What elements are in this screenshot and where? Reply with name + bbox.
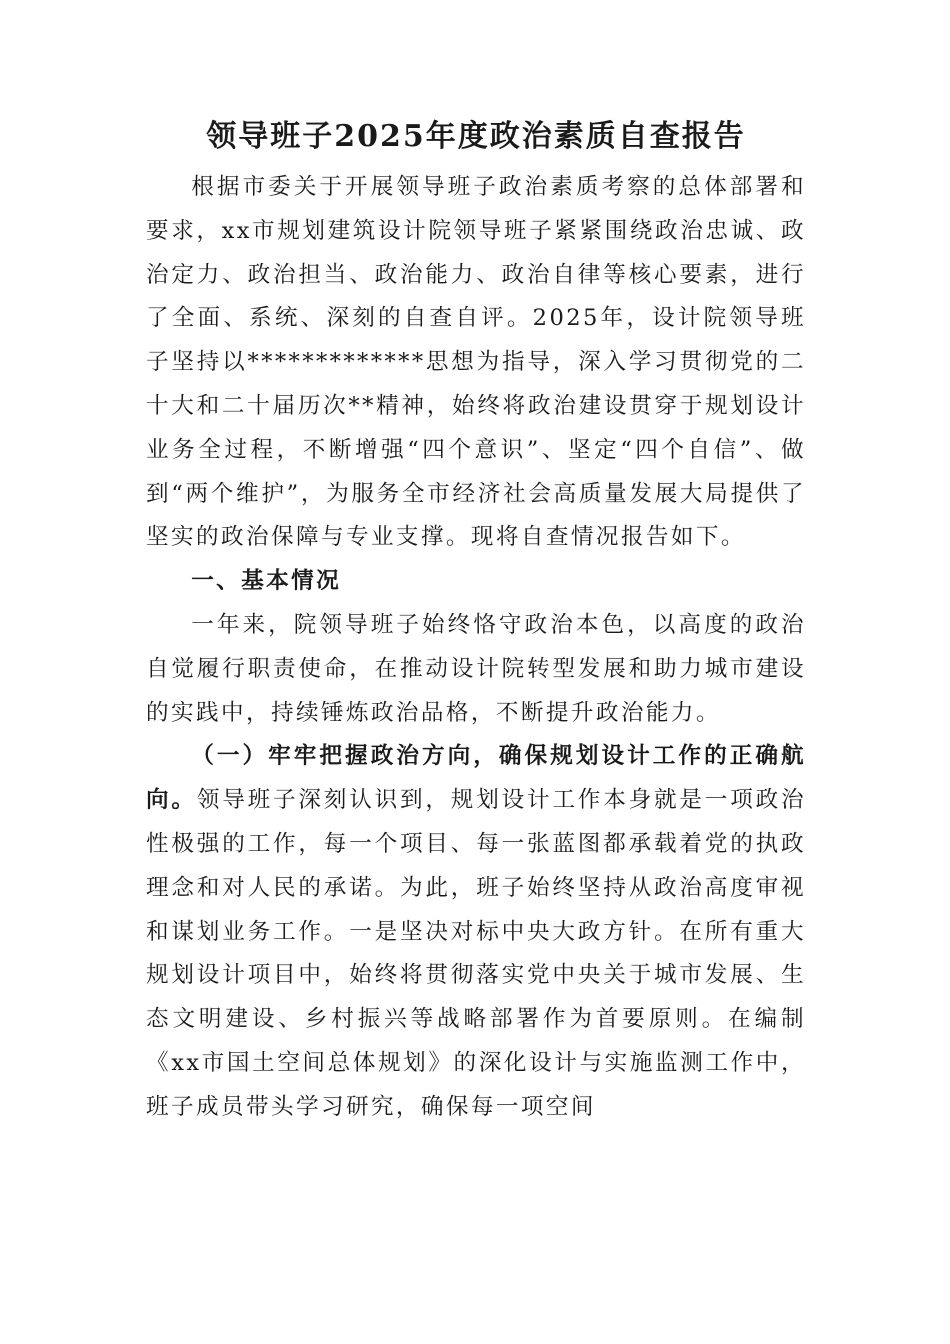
intro-paragraph: 根据市委关于开展领导班子政治素质考察的总体部署和要求，xx市规划建筑设计院领导班子紧紧围绕政治忠诚、政治定力、政治担当、政治能力、政治自律等核心要素，进行了全面、系统、深刻的自查自评。2025年，设计院领导班子坚持以*************思想为指导，深入学习贯彻党的二十大和二十届历次**精神，始终将政治建设贯穿于规划设计业务全过程，不断增强“四个意识”、坚定“四个自信”、做到“两个维护”，为服务全市经济社会高质量发展大局提供了坚实的政治保障与专业支撑。现将自查情况报告如下。 — [146, 174, 806, 551]
subsection-paragraph — [146, 735, 806, 1129]
document-title: 领导班子2025年度政治素质自查报告 — [206, 119, 746, 154]
subsection-body: 领导班子深刻认识到，规划设计工作本身就是一项政治性极强的工作，每一个项目、每一张蓝图都承载着党的执政理念和对人民的承诺。为此，班子始终坚持从政治高度审视和谋划业务工作。一是坚决对标中央大政方针。在所有重大规划设计项目中，始终将贯彻落实党中央关于城市发展、生态文明建设、乡村振兴等战略部署作为首要原则。在编制《xx市国土空间总体规划》的深化设计与实施监测工作中，班子成员带头学习研究，确保每一项空间 — [146, 787, 806, 1120]
section-paragraph: 一年来，院领导班子始终恪守政治本色，以高度的政治自觉履行职责使命，在推动设计院转型发展和助力城市建设的实践中，持续锤炼政治品格，不断提升政治能力。 — [146, 611, 806, 726]
section-heading-basic-situation: 一、基本情况 — [191, 568, 342, 595]
subsection-heading: （一）牢牢把握政治方向，确保规划设计工作的正确航向。 — [146, 743, 806, 814]
document-body — [146, 110, 806, 1130]
